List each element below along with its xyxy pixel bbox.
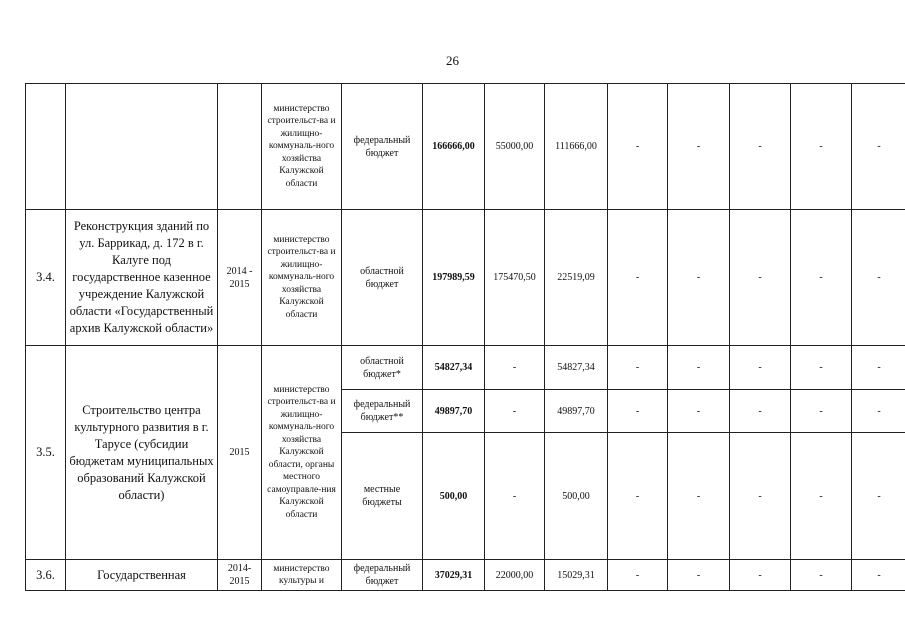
dash-cell: -	[852, 390, 905, 433]
funding-source-cell: федеральный бюджет	[342, 84, 423, 210]
funding-source-cell: областной бюджет	[342, 210, 423, 346]
dash-cell: -	[730, 560, 791, 591]
row-number-cell: 3.6.	[26, 560, 66, 591]
amount-2014-cell: -	[485, 390, 545, 433]
dash-cell: -	[608, 390, 668, 433]
dash-cell: -	[852, 433, 905, 560]
table-row-3-4	[26, 210, 905, 346]
row-number-cell: 3.4.	[26, 210, 66, 346]
executor-cell: министерство строительст-ва и жилищно-коммуналь-ного хозяйства Калужской области	[262, 210, 342, 346]
amount-2015-cell: 500,00	[545, 433, 608, 560]
row-number-cell	[26, 84, 66, 210]
funding-source-cell: федеральный бюджет	[342, 560, 423, 591]
amount-2014-cell: -	[485, 346, 545, 390]
table-row-3-6	[26, 560, 905, 591]
dash-cell: -	[668, 560, 730, 591]
dash-cell: -	[791, 346, 852, 390]
page-number: 26	[446, 53, 459, 68]
dash-cell: -	[608, 84, 668, 210]
funding-source-cell: федеральный бюджет**	[342, 390, 423, 433]
dash-cell: -	[668, 84, 730, 210]
executor-cell: министерство строительст-ва и жилищно-коммуналь-ного хозяйства Калужской области, органы местного самоуправле-ния Калужской области	[262, 346, 342, 560]
budget-table	[25, 83, 905, 591]
dash-cell: -	[791, 84, 852, 210]
dash-cell: -	[668, 346, 730, 390]
dash-cell: -	[668, 433, 730, 560]
amount-2015-cell: 49897,70	[545, 390, 608, 433]
executor-cell: министерство культуры и	[262, 560, 342, 591]
dash-cell: -	[608, 210, 668, 346]
total-amount-cell: 500,00	[423, 433, 485, 560]
table-row-continuation	[26, 84, 905, 210]
dash-cell: -	[791, 560, 852, 591]
amount-2015-cell: 54827,34	[545, 346, 608, 390]
amount-2015-cell: 22519,09	[545, 210, 608, 346]
total-amount-cell: 54827,34	[423, 346, 485, 390]
dash-cell: -	[730, 390, 791, 433]
funding-source-cell: местные бюджеты	[342, 433, 423, 560]
dash-cell: -	[852, 210, 905, 346]
dash-cell: -	[668, 390, 730, 433]
amount-2014-cell: 175470,50	[485, 210, 545, 346]
dash-cell: -	[608, 560, 668, 591]
dash-cell: -	[608, 346, 668, 390]
row-years-cell	[218, 84, 262, 210]
row-name-cell: Реконструкция зданий по ул. Баррикад, д. 172 в г. Калуге под государственное казенное учреждение Калужской области «Государственный архив Калужской области»	[66, 210, 218, 346]
row-years-cell: 2015	[218, 346, 262, 560]
row-number-cell: 3.5.	[26, 346, 66, 560]
amount-2014-cell: -	[485, 433, 545, 560]
dash-cell: -	[608, 433, 668, 560]
total-amount-cell: 166666,00	[423, 84, 485, 210]
amount-2015-cell: 15029,31	[545, 560, 608, 591]
amount-2014-cell: 22000,00	[485, 560, 545, 591]
dash-cell: -	[730, 210, 791, 346]
executor-cell: министерство строительст-ва и жилищно-коммуналь-ного хозяйства Калужской области	[262, 84, 342, 210]
dash-cell: -	[668, 210, 730, 346]
total-amount-cell: 49897,70	[423, 390, 485, 433]
dash-cell: -	[730, 433, 791, 560]
dash-cell: -	[791, 390, 852, 433]
dash-cell: -	[791, 210, 852, 346]
funding-source-cell: областной бюджет*	[342, 346, 423, 390]
total-amount-cell: 37029,31	[423, 560, 485, 591]
row-name-cell	[66, 84, 218, 210]
dash-cell: -	[852, 560, 905, 591]
dash-cell: -	[791, 433, 852, 560]
amount-2015-cell: 111666,00	[545, 84, 608, 210]
dash-cell: -	[730, 84, 791, 210]
dash-cell: -	[852, 84, 905, 210]
dash-cell: -	[852, 346, 905, 390]
row-name-cell: Строительство центра культурного развития в г. Тарусе (субсидии бюджетам муниципальных образований Калужской области)	[66, 346, 218, 560]
table-row-3-5	[26, 346, 905, 390]
row-years-cell: 2014-2015	[218, 560, 262, 591]
dash-cell: -	[730, 346, 791, 390]
amount-2014-cell: 55000,00	[485, 84, 545, 210]
total-amount-cell: 197989,59	[423, 210, 485, 346]
row-name-cell: Государственная	[66, 560, 218, 591]
row-years-cell: 2014 - 2015	[218, 210, 262, 346]
